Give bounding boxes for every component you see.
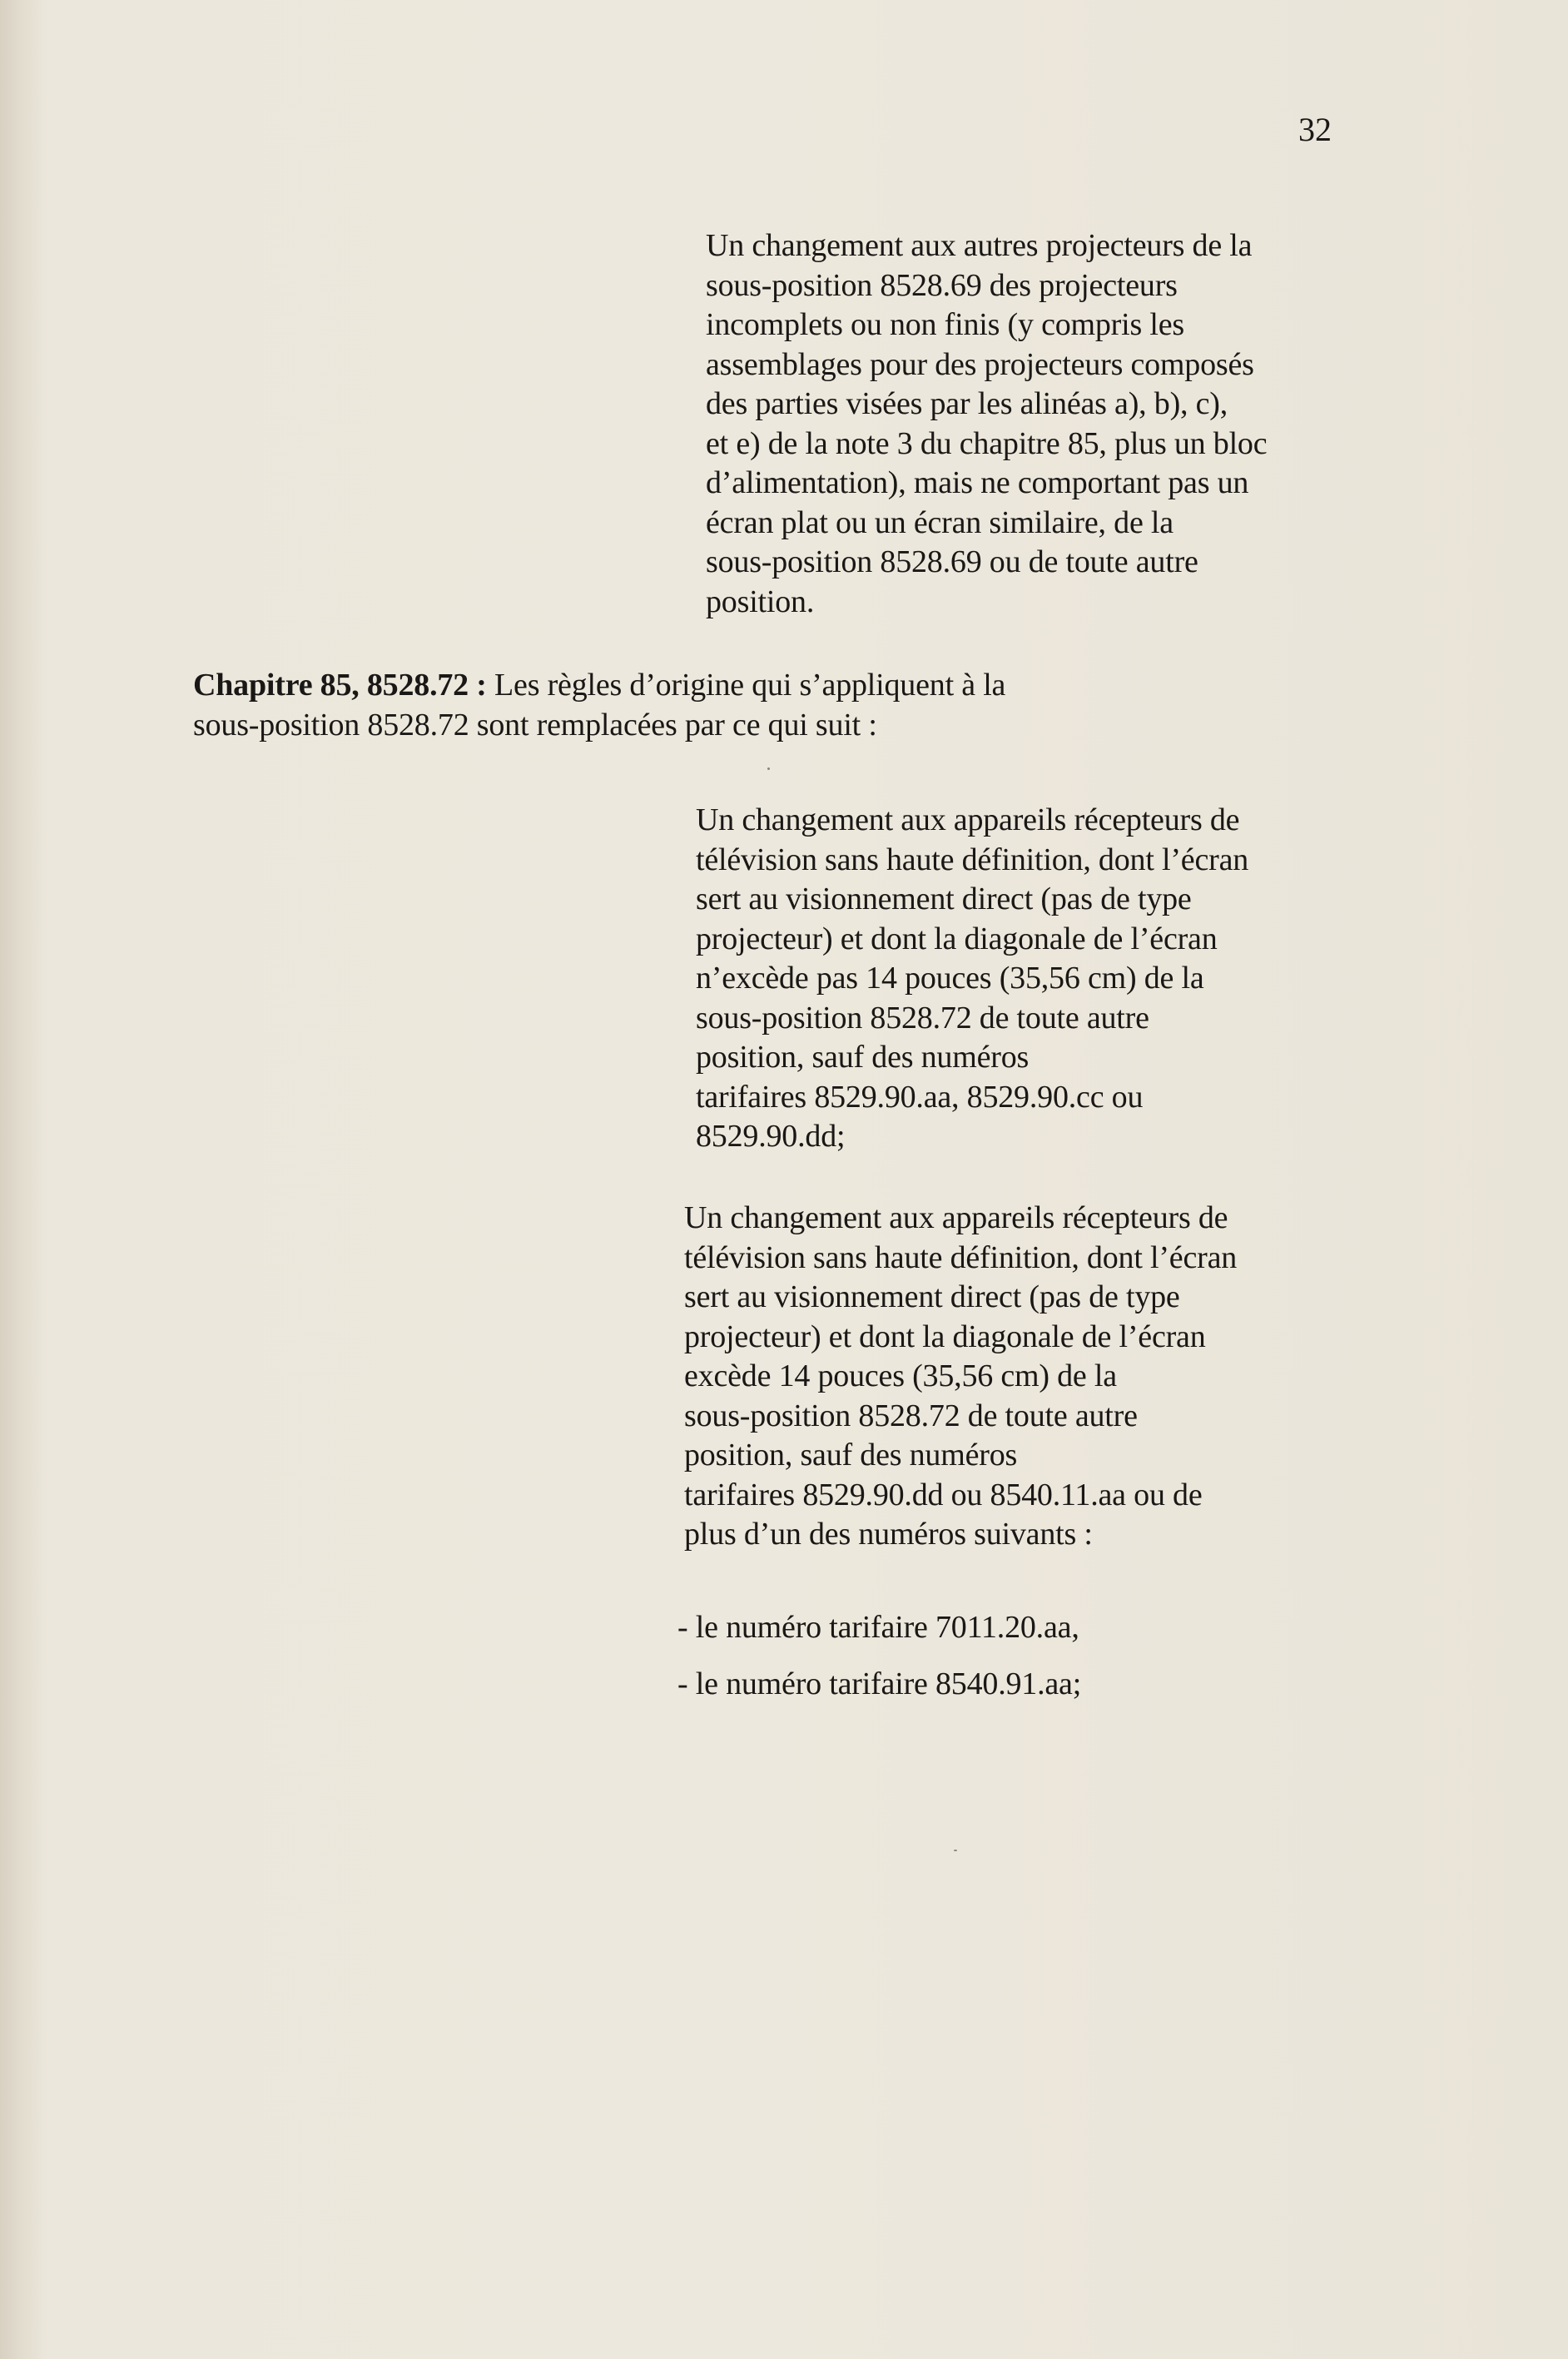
text-line: projecteur) et dont la diagonale de l’écran bbox=[684, 1319, 1206, 1354]
paper-speck bbox=[954, 1850, 957, 1851]
text-line: excède 14 pouces (35,56 cm) de la bbox=[684, 1358, 1117, 1393]
paper-speck bbox=[767, 767, 770, 770]
text-line: télévision sans haute définition, dont l’écran bbox=[684, 1239, 1238, 1275]
list-item: - le numéro tarifaire 8540.91.aa; bbox=[677, 1666, 1082, 1701]
text-line: position, sauf des numéros bbox=[696, 1040, 1030, 1075]
text-line: et e) de la note 3 du chapitre 85, plus un bloc bbox=[706, 425, 1268, 461]
page-binding-edge bbox=[0, 0, 43, 2359]
text-line: d’alimentation), mais ne comportant pas un bbox=[706, 465, 1249, 500]
text-line: sert au visionnement direct (pas de type bbox=[684, 1279, 1180, 1314]
text-line: position. bbox=[706, 584, 815, 619]
text-line: incomplets ou non finis (y compris les bbox=[706, 307, 1184, 342]
text-line: Un changement aux appareils récepteurs de bbox=[696, 802, 1240, 837]
text-line: sous-position 8528.72 de toute autre bbox=[696, 1000, 1149, 1035]
text-line: sous-position 8528.69 ou de toute autre bbox=[706, 544, 1198, 579]
chapter-label: Chapitre 85, 8528.72 : bbox=[193, 668, 487, 703]
heading-line bbox=[193, 666, 1192, 706]
text-line: position, sauf des numéros bbox=[684, 1438, 1018, 1473]
text-line: projecteur) et dont la diagonale de l’écran bbox=[696, 921, 1218, 956]
paragraph-projecteurs bbox=[706, 226, 1338, 622]
text-line: sous-position 8528.69 des projecteurs bbox=[706, 267, 1178, 303]
text-line: 8529.90.dd; bbox=[696, 1119, 846, 1154]
text-line: tarifaires 8529.90.dd ou 8540.11.aa ou de bbox=[684, 1477, 1203, 1512]
text-line: plus d’un des numéros suivants : bbox=[684, 1517, 1093, 1552]
text-line: n’excède pas 14 pouces (35,56 cm) de la bbox=[696, 961, 1204, 996]
heading-text: Les règles d’origine qui s’appliquent à la bbox=[486, 668, 1006, 703]
text-line: des parties visées par les alinéas a), b), c), bbox=[706, 386, 1228, 421]
text-line: sert au visionnement direct (pas de type bbox=[696, 882, 1192, 916]
text-line: télévision sans haute définition, dont l’écran bbox=[696, 842, 1249, 877]
paragraph-televisions-small bbox=[696, 801, 1328, 1157]
heading-line-2: sous-position 8528.72 sont remplacées par ce qui suit : bbox=[193, 707, 877, 742]
chapter-heading bbox=[193, 666, 1192, 745]
text-line: tarifaires 8529.90.aa, 8529.90.cc ou bbox=[696, 1079, 1144, 1115]
page-number: 32 bbox=[1298, 111, 1332, 148]
text-line: écran plat ou un écran similaire, de la bbox=[706, 504, 1174, 540]
text-line: sous-position 8528.72 de toute autre bbox=[684, 1398, 1138, 1433]
text-line: Un changement aux autres projecteurs de la bbox=[706, 228, 1253, 263]
paragraph-televisions-large bbox=[684, 1199, 1333, 1555]
text-line: assemblages pour des projecteurs composés bbox=[706, 346, 1254, 382]
list-item: - le numéro tarifaire 7011.20.aa, bbox=[677, 1610, 1079, 1645]
text-line: Un changement aux appareils récepteurs de bbox=[684, 1200, 1228, 1235]
